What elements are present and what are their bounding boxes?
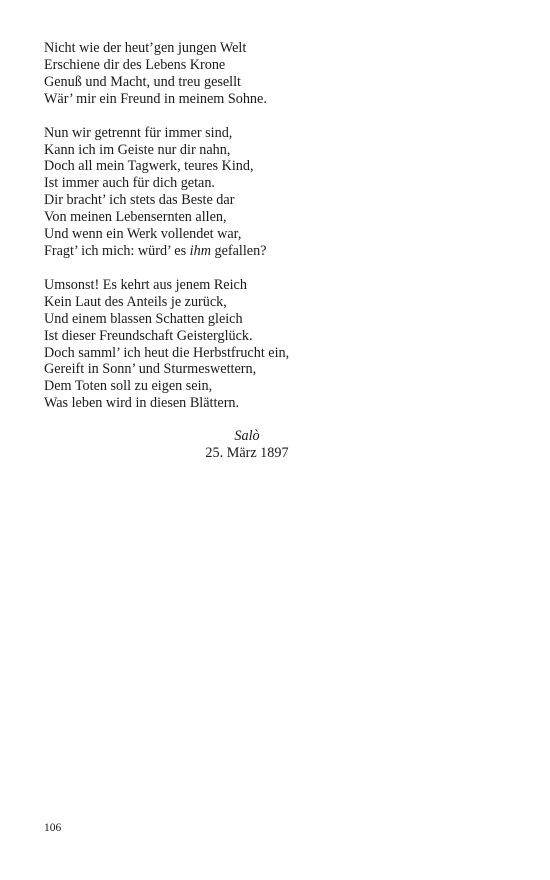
poem-line: Kann ich im Geiste nur dir nahn, xyxy=(44,141,231,158)
poem-line: Nicht wie der heut’gen jungen Welt xyxy=(44,40,247,56)
poem-line: Dir bracht’ ich stets das Beste dar xyxy=(44,192,235,209)
emphasized-word: ihm xyxy=(189,242,211,259)
poem-line: Umsonst! Es kehrt aus jenem Reich xyxy=(44,276,247,293)
stanza-3 xyxy=(44,277,484,412)
signature-place: Salò xyxy=(234,428,260,444)
poem-line: Von meinen Lebensernten allen, xyxy=(44,209,227,226)
poem-line: Erschiene dir des Lebens Krone xyxy=(44,56,226,73)
poem-line: Nun wir getrennt für immer sind, xyxy=(44,124,233,141)
poem-line: Wär’ mir ein Freund in meinem Sohne. xyxy=(44,90,267,107)
stanza-2 xyxy=(44,125,484,260)
poem-line: Und einem blassen Schatten gleich xyxy=(44,310,243,327)
signature-date: 25. März 1897 xyxy=(205,445,289,461)
poem-line: Genuß und Macht, und treu gesellt xyxy=(44,73,242,90)
page-number: 106 xyxy=(44,822,62,834)
poem-line: Doch all mein Tagwerk, teures Kind, xyxy=(44,158,254,175)
poem-line: Und wenn ein Werk vollendet war, xyxy=(44,226,242,243)
poem xyxy=(44,40,484,429)
line-text-before: Fragt’ ich mich: würd’ es xyxy=(44,242,190,259)
poem-line: Ist immer auch für dich getan. xyxy=(44,175,215,192)
poem-line: Kein Laut des Anteils je zurück, xyxy=(44,293,227,310)
signature-block xyxy=(44,428,450,462)
stanza-1 xyxy=(44,40,484,108)
poem-line: Was leben wird in diesen Blättern. xyxy=(44,395,240,412)
poem-line-emphasis xyxy=(44,243,484,260)
line-text-after: gefallen? xyxy=(210,242,267,259)
poem-line: Dem Toten soll zu eigen sein, xyxy=(44,378,213,395)
poem-line: Gereift in Sonn’ und Sturmeswettern, xyxy=(44,361,257,378)
poem-line: Ist dieser Freundschaft Geisterglück. xyxy=(44,327,253,344)
poem-line: Doch samml’ ich heut die Herbstfrucht ein, xyxy=(44,344,290,361)
